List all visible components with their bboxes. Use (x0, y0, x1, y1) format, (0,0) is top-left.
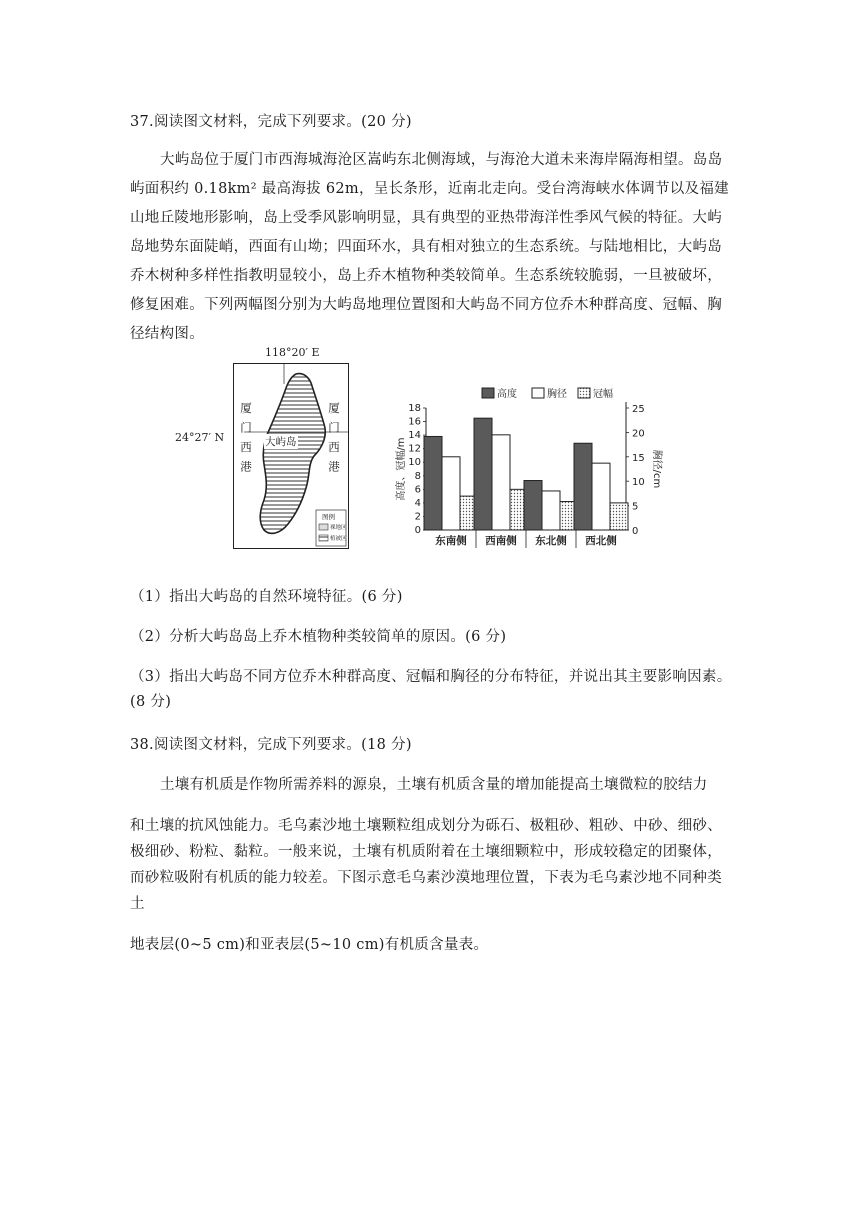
q37-paragraph-line-5: 乔木树种多样性指教明显较小，岛上乔木植物种类较简单。生态系统较脆弱，一旦被破坏， (130, 268, 722, 284)
right-tick-label: 10 (632, 477, 645, 489)
left-axis-label: 高度、冠幅/m (396, 437, 407, 501)
q38-line-5: 土 (130, 896, 145, 912)
legend-label-高度: 高度 (497, 389, 517, 400)
legend-swatch-veg (319, 535, 328, 541)
map-island-label: 大屿岛 (265, 436, 297, 448)
bar-高度-东北侧 (524, 481, 542, 530)
legend-swatch-bare (319, 524, 328, 530)
left-tick-label: 10 (408, 457, 421, 469)
right-tick-label: 15 (632, 452, 645, 464)
right-tick-label: 20 (632, 428, 645, 440)
q38-line-6: 地表层(0~5 cm)和亚表层(5~10 cm)有机质含量表。 (130, 937, 489, 953)
category-label: 东北侧 (535, 535, 567, 547)
left-tick-label: 0 (414, 525, 421, 536)
q37-paragraph-line-2: 屿面积约 0.18km² 最高海拔 62m，呈长条形，近南北走向。受台湾海峡水体调节以及福建 (130, 181, 729, 197)
map-legend-bare: 裸地区 (330, 525, 347, 531)
right-tick-label: 25 (632, 404, 645, 415)
legend-swatch-冠幅 (578, 388, 590, 398)
legend-label-冠幅: 冠幅 (593, 389, 613, 400)
q37-paragraph-line-7: 径结构图。 (130, 326, 204, 342)
category-label: 西北侧 (585, 535, 617, 547)
left-tick-label: 14 (408, 430, 421, 442)
left-tick-label: 2 (414, 511, 421, 523)
bar-胸径-东南侧 (442, 457, 460, 530)
left-tick-label: 4 (414, 497, 421, 509)
q37-question-1: （1）指出大屿岛的自然环境特征。(6 分) (130, 589, 403, 605)
map-legend-title: 图例 (322, 513, 335, 521)
left-tick-label: 6 (414, 484, 421, 496)
map-longitude-label: 118°20′ E (265, 346, 320, 359)
legend-label-胸径: 胸径 (547, 389, 567, 400)
q37-paragraph-line-1: 大屿岛位于厦门市西海城海沧区嵩屿东北侧海域，与海沧大道未来海岸隔海相望。岛岛 (160, 152, 723, 168)
right-tick-label: 0 (632, 526, 639, 537)
location-map (233, 363, 349, 549)
bar-胸径-西北侧 (592, 463, 610, 530)
category-label: 西南侧 (485, 535, 517, 547)
bar-冠幅-西北侧 (610, 503, 628, 530)
legend-swatch-胸径 (532, 388, 544, 398)
bar-胸径-西南侧 (492, 435, 510, 530)
island-shape (260, 374, 325, 534)
right-axis-label: 胸径/cm (651, 449, 662, 489)
q37-question-3-score: (8 分) (130, 694, 172, 710)
right-tick-label: 5 (632, 501, 639, 513)
q37-question-3: （3）指出大屿岛不同方位乔木种群高度、冠幅和胸径的分布特征，并说出其主要影响因素。 (130, 669, 732, 685)
q37-header: 37.阅读图文材料，完成下列要求。(20 分) (130, 114, 412, 130)
left-tick-label: 8 (414, 470, 421, 482)
map-legend-veg: 植被区 (330, 536, 347, 542)
q37-paragraph-line-4: 岛地势东面陡峭，西面有山坳；四面环水，具有相对独立的生态系统。与陆地相比，大屿岛 (130, 239, 722, 255)
left-tick-label: 16 (408, 416, 421, 428)
legend-swatch-高度 (482, 388, 494, 398)
q38-header: 38.阅读图文材料，完成下列要求。(18 分) (130, 737, 412, 753)
q38-line-4: 而砂粒吸附有机质的能力较差。下图示意毛乌素沙漠地理位置，下表为毛乌素沙地不同种类 (130, 870, 722, 886)
left-tick-label: 12 (408, 443, 421, 455)
category-label: 东南侧 (435, 535, 467, 547)
q37-paragraph-line-6: 修复困难。下列两幅图分别为大屿岛地理位置图和大屿岛不同方位乔木种群高度、冠幅、胸 (130, 297, 722, 313)
tree-structure-chart (390, 378, 670, 578)
q37-paragraph-line-3: 山地丘陵地形影响，岛上受季风影响明显，具有典型的亚热带海洋性季风气候的特征。大屿 (130, 210, 722, 226)
bar-高度-东南侧 (424, 436, 442, 530)
q38-line-2: 和土壤的抗风蚀能力。毛乌素沙地土壤颗粒组成划分为砾石、极粗砂、粗砂、中砂、细砂、 (130, 818, 722, 834)
left-tick-label: 18 (408, 403, 421, 414)
q38-line-3: 极细砂、粉粒、黏粒。一般来说，土壤有机质附着在土壤细颗粒中，形成较稳定的团聚体， (130, 844, 722, 860)
bar-高度-西北侧 (574, 443, 592, 530)
map-latitude-label: 24°27′ N (175, 431, 225, 444)
bar-高度-西南侧 (474, 418, 492, 530)
bar-胸径-东北侧 (542, 491, 560, 530)
q38-line-1: 土壤有机质是作物所需养料的源泉，土壤有机质含量的增加能提高土壤微粒的胶结力 (160, 777, 708, 793)
map-west-label: 厦门西港 (239, 402, 253, 480)
q37-question-2: （2）分析大屿岛岛上乔木植物种类较简单的原因。(6 分) (130, 629, 507, 645)
map-east-label: 厦门西港 (327, 402, 341, 480)
